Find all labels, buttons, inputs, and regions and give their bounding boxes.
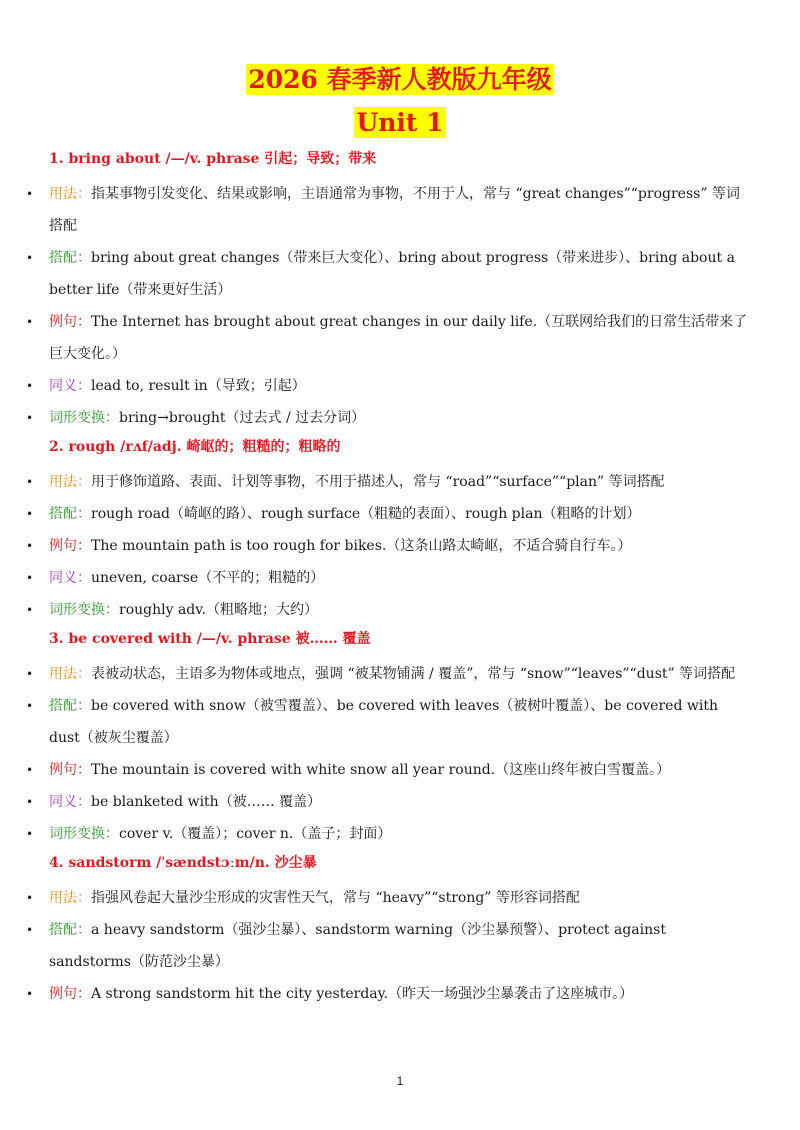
entry-item	[0, 690, 800, 754]
entry-item	[0, 562, 800, 594]
entry-item	[0, 498, 800, 530]
item-label: 用法：	[49, 890, 91, 906]
bullet-dot: •	[26, 891, 34, 905]
item-label: 搭配：	[49, 506, 91, 522]
item-text: The mountain path is too rough for bikes.（这条山路太崎岖，不适合骑自行车。）	[91, 538, 632, 554]
entry-item	[0, 402, 800, 434]
item-label: 搭配：	[49, 698, 91, 714]
entry-item	[0, 754, 800, 786]
item-label: 同义：	[49, 378, 91, 394]
item-label: 用法：	[49, 666, 91, 682]
entry-item	[0, 306, 800, 370]
unit-title: Unit 1	[356, 108, 444, 137]
entry-heading: 4. sandstorm /ˈsændstɔːm/n. 沙尘暴	[49, 855, 317, 871]
item-label: 搭配：	[49, 922, 91, 938]
item-text: rough road（崎岖的路）、rough surface（粗糙的表面）、rough plan（粗略的计划）	[91, 506, 641, 522]
item-label: 例句：	[49, 314, 91, 330]
bullet-dot: •	[26, 923, 34, 937]
bullet-dot: •	[26, 987, 34, 1001]
entry-item	[0, 818, 800, 850]
entry-item	[0, 466, 800, 498]
item-text: The mountain is covered with white snow all year round.（这座山终年被白雪覆盖。）	[91, 762, 671, 778]
bullet-dot: •	[26, 187, 34, 201]
item-label: 用法：	[49, 186, 91, 202]
item-label: 同义：	[49, 570, 91, 586]
bullet-dot: •	[26, 411, 34, 425]
bullet-dot: •	[26, 251, 34, 265]
bullet-dot: •	[26, 507, 34, 521]
subtitle-row	[0, 107, 800, 138]
item-label: 例句：	[49, 986, 91, 1002]
entry-item	[0, 242, 800, 306]
item-text: 表被动状态，主语多为物体或地点，强调 “被某物铺满 / 覆盖”，常与 “snow”“leaves”“dust” 等词搭配	[91, 666, 736, 682]
bullet-dot: •	[26, 827, 34, 841]
entry-heading: 1. bring about /—/v. phrase 引起；导致；带来	[49, 151, 377, 167]
bullet-dot: •	[26, 539, 34, 553]
bullet-dot: •	[26, 315, 34, 329]
entry-item	[0, 594, 800, 626]
entry-item	[0, 370, 800, 402]
entry-item	[0, 658, 800, 690]
entry-item	[0, 978, 800, 1010]
item-text: cover v.（覆盖）；cover n.（盖子；封面）	[119, 826, 392, 842]
document-title: 2026 春季新人教版九年级	[248, 65, 552, 94]
entry-item	[0, 786, 800, 818]
item-text: be covered with snow（被雪覆盖）、be covered with leaves（被树叶覆盖）、be covered with dust（被灰尘覆盖）	[49, 698, 718, 746]
page-number: 1	[396, 1074, 404, 1088]
item-label: 例句：	[49, 538, 91, 554]
item-text: 指强风卷起大量沙尘形成的灾害性天气，常与 “heavy”“strong” 等形容词搭配	[91, 890, 580, 906]
item-label: 词形变换：	[49, 410, 119, 426]
entry-heading: 2. rough /rʌf/adj. 崎岖的；粗糙的；粗略的	[49, 439, 341, 455]
entry-item	[0, 882, 800, 914]
item-label: 词形变换：	[49, 602, 119, 618]
entry-item	[0, 530, 800, 562]
bullet-dot: •	[26, 475, 34, 489]
bullet-dot: •	[26, 603, 34, 617]
title-row	[0, 64, 800, 95]
item-label: 搭配：	[49, 250, 91, 266]
item-label: 用法：	[49, 474, 91, 490]
bullet-dot: •	[26, 667, 34, 681]
item-text: 指某事物引发变化、结果或影响，主语通常为事物，不用于人，常与 “great changes”“progress” 等词搭配	[49, 186, 740, 234]
item-label: 例句：	[49, 762, 91, 778]
item-label: 同义：	[49, 794, 91, 810]
vocab-content	[0, 146, 800, 1010]
item-text: be blanketed with（被…… 覆盖）	[91, 794, 322, 810]
bullet-dot: •	[26, 795, 34, 809]
item-text: 用于修饰道路、表面、计划等事物，不用于描述人，常与 “road”“surface”“plan” 等词搭配	[91, 474, 665, 490]
entry-item	[0, 914, 800, 978]
item-text: a heavy sandstorm（强沙尘暴）、sandstorm warning（沙尘暴预警）、protect against sandstorms（防范沙尘暴）	[49, 922, 666, 970]
item-text: A strong sandstorm hit the city yesterday.（昨天一场强沙尘暴袭击了这座城市。）	[91, 986, 634, 1002]
item-text: The Internet has brought about great changes in our daily life.（互联网给我们的日常生活带来了巨大变化。）	[49, 314, 748, 362]
item-text: bring→brought（过去式 / 过去分词）	[119, 410, 366, 426]
bullet-dot: •	[26, 763, 34, 777]
entry-heading: 3. be covered with /—/v. phrase 被…… 覆盖	[49, 631, 371, 647]
bullet-dot: •	[26, 571, 34, 585]
item-label: 词形变换：	[49, 826, 119, 842]
item-text: lead to, result in（导致；引起）	[91, 378, 306, 394]
bullet-dot: •	[26, 379, 34, 393]
item-text: bring about great changes（带来巨大变化）、bring about progress（带来进步）、bring about a better life（带来更好生活）	[49, 250, 735, 298]
item-text: uneven, coarse（不平的；粗糙的）	[91, 570, 325, 586]
entry-item	[0, 178, 800, 242]
bullet-dot: •	[26, 699, 34, 713]
item-text: roughly adv.（粗略地；大约）	[119, 602, 318, 618]
